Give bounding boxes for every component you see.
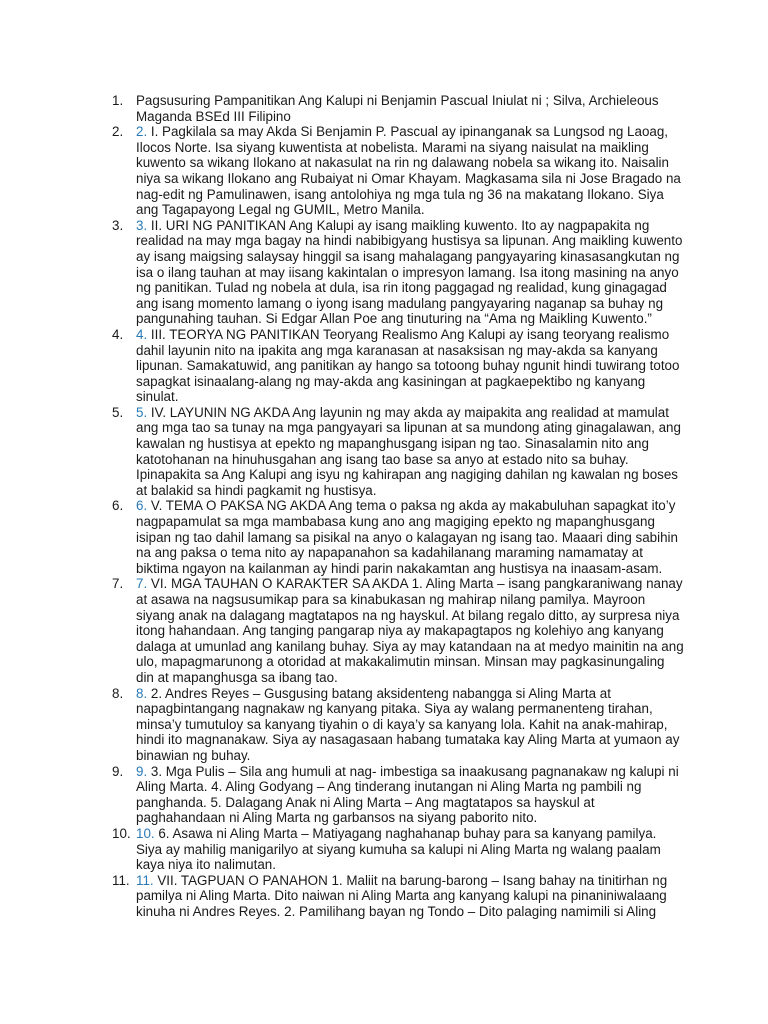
- paragraph-text: VII. TAGPUAN O PANAHON 1. Maliit na barung-barong – Isang bahay na tinitirhan ng pamilya ni Aling Marta. Dito naiwan ni Aling Marta ang kanyang kalupi na pinaniniwalaang kinuha ni Andres Reyes. 2. Pamilihang bayan ng Tondo – Dito palaging namimili si Aling: [136, 872, 668, 919]
- numbered-list: [112, 93, 684, 919]
- paragraph-text: 6. Asawa ni Aling Marta – Matiyagang naghahanap buhay para sa kanyang pamilya. Siya ay mahilig manigarilyo at siyang kumuha sa kalupi ni Aling Marta ng walang paalam kaya niya ito nalimutan.: [136, 825, 661, 873]
- reference-number: 8.: [136, 685, 148, 701]
- list-item: [112, 124, 684, 218]
- list-item: [112, 873, 684, 920]
- list-number: 9.: [112, 763, 124, 779]
- paragraph-text: V. TEMA O PAKSA NG AKDA Ang tema o paksa ng akda ay makabuluhan sapagkat ito’y nagpapamulat sa mga mambabasa kung ano ang magiging epekto ng mapanghusgang isipan ng tao dahil lamang sa pisikal na anyo o kalagayan ng isang tao. Maaari ding sabihin na ang paksa o tema nito ay napapanahon sa kadahilanang maraming namamatay at biktima ngayon na kailanman ay hindi parin nakakamtan ang hustisya na inaasam-asam.: [136, 498, 678, 576]
- paragraph-text: 3. Mga Pulis – Sila ang humuli at nag- imbestiga sa inaakusang pagnanakaw ng kalupi ni Aling Marta. 4. Aling Godyang – Ang tinderang inutangan ni Aling Marta ng pambili ng panghanda. 5. Dalagang Anak ni Aling Marta – Ang magtatapos sa hayskul at paghahandaan ni Aling Marta ng garbansos na siyang paborito nito.: [136, 763, 679, 826]
- list-number: 1.: [112, 93, 124, 108]
- list-item: [112, 576, 684, 685]
- list-number: 6.: [112, 498, 124, 514]
- list-item: [112, 686, 684, 764]
- paragraph-text: I. Pagkilala sa may Akda Si Benjamin P. Pascual ay ipinanganak sa Lungsod ng Laoag, Ilocos Norte. Isa siyang kuwentista at nobelista. Marami na siyang naisulat na maikling kuwento sa wikang Ilokano at nakasulat na rin ng dalawang nobela sa wikang ito. Naisalin niya sa wikang Ilokano ang Rubaiyat ni Omar Khayam. Magkasama sila ni Jose Bragado na nag-edit ng Pamulinawen, isang antolohiya ng mga tula ng 36 na makatang Ilokano. Siya ang Tagapayong Legal ng GUMIL, Metro Manila.: [136, 124, 681, 218]
- paragraph-text: 2. Andres Reyes – Gusgusing batang aksidenteng nabangga si Aling Marta at napagbintangang nagnakaw ng kanyang pitaka. Siya ay walang permanenteng tirahan, minsa’y tumutuloy sa kanyang tiyahin o di kaya’y sa kanyang lola. Kahit na anak-mahirap, hindi ito magnanakaw. Siya ay nasagasaan habang tumataka kay Aling Marta at yumaon ay binawian ng buhay.: [136, 685, 680, 763]
- paragraph-text: Pagsusuring Pampanitikan Ang Kalupi ni Benjamin Pascual Iniulat ni ; Silva, Archieleous Maganda BSEd III Filipino: [136, 93, 659, 124]
- list-number: 11.: [112, 872, 130, 888]
- list-item-text: [136, 405, 684, 499]
- reference-number: 11.: [136, 872, 154, 888]
- list-item: [112, 826, 684, 873]
- list-number: 5.: [112, 404, 124, 420]
- list-number: 7.: [112, 576, 124, 592]
- list-item-text: [136, 764, 684, 826]
- list-item: [112, 218, 684, 327]
- reference-number: 4.: [136, 326, 148, 342]
- reference-number: 9.: [136, 763, 148, 779]
- paragraph-text: III. TEORYA NG PANITIKAN Teoryang Realismo Ang Kalupi ay isang teoryang realismo dahil layunin nito na ipakita ang mga karanasan at nasaksisan ng may-akda sa kanyang lipunan. Samakatuwid, ang panitikan ay hango sa totoong buhay ngunit hindi tuwirang totoo sapagkat isinaalang-alang ng may-akda ang kasiningan at pagkaepektibo ng kanyang sinulat.: [136, 326, 680, 405]
- reference-number: 5.: [136, 404, 148, 420]
- list-item-text: [136, 327, 684, 405]
- paragraph-text: II. URI NG PANITIKAN Ang Kalupi ay isang maikling kuwento. Ito ay nagpapakita ng realidad na may mga bagay na hindi nabibigyang hustisya sa lipunan. Ang maikling kuwento ay isang maigsing salaysay hinggil sa isang mahalagang pangyayaring kinasasangkutan ng isa o ilang tauhan at may iisang kakintalan o impresyon lamang. Isa itong masining na anyo ng panitikan. Tulad ng nobela at dula, isa rin itong paggagad ng realidad, kung ginagagad ang isang momento lamang o iyong isang madulang pangyayaring naganap sa buhay ng pangunahing tauhan. Si Edgar Allan Poe ang tinuturing na “Ama ng Maikling Kuwento.”: [136, 217, 683, 327]
- list-item: [112, 764, 684, 826]
- reference-number: 6.: [136, 498, 148, 514]
- list-number: 4.: [112, 326, 124, 342]
- list-item-text: [136, 576, 684, 685]
- list-item: [112, 93, 684, 124]
- list-item-text: [136, 826, 684, 873]
- list-item: [112, 405, 684, 499]
- list-number: 3.: [112, 217, 124, 233]
- list-item-text: [136, 218, 684, 327]
- list-item-text: [136, 498, 684, 576]
- list-item-text: [136, 93, 684, 124]
- reference-number: 10.: [136, 825, 155, 841]
- list-item-text: [136, 124, 684, 218]
- list-item: [112, 327, 684, 405]
- list-number: 8.: [112, 685, 124, 701]
- reference-number: 2.: [136, 124, 148, 140]
- paragraph-text: IV. LAYUNIN NG AKDA Ang layunin ng may akda ay maipakita ang realidad at mamulat ang mga tao sa tunay na mga pangyayari sa lipunan at sa mundong ating ginagalawan, ang kawalan ng hustisya at epekto ng mapanghusgang isipan ng tao. Sinasalamin nito ang katotohanan na hinuhusgahan ang isang tao base sa anyo at estado nito sa buhay. Ipinapakita sa Ang Kalupi ang isyu ng kahirapan ang nagiging dahilan ng kawalan ng boses at balakid sa hindi pagkamit ng hustisya.: [136, 404, 681, 498]
- list-item-text: [136, 686, 684, 764]
- list-number: 2.: [112, 124, 124, 140]
- list-number: 10.: [112, 825, 131, 841]
- paragraph-text: VI. MGA TAUHAN O KARAKTER SA AKDA 1. Aling Marta – isang pangkaraniwang nanay at asawa na nagsusumikap para sa kinabukasan ng mahirap nilang pamilya. Mayroon siyang anak na dalagang magtatapos na ng hayskul. At bilang regalo ditto, ay surpresa niya itong hahandaan. Ang tanging pangarap niya ay makapagtapos ng kolehiyo ang kanyang dalaga at umunlad ang kanilang buhay. Siya ay may katandaan na at medyo mainitin na ang ulo, mapagmarunong a otoridad at makakalimutin minsan. Minsan may pagkasinungaling din at mapanghusga sa ibang tao.: [136, 576, 684, 685]
- reference-number: 7.: [136, 576, 148, 592]
- reference-number: 3.: [136, 217, 148, 233]
- list-item-text: [136, 873, 684, 920]
- list-item: [112, 498, 684, 576]
